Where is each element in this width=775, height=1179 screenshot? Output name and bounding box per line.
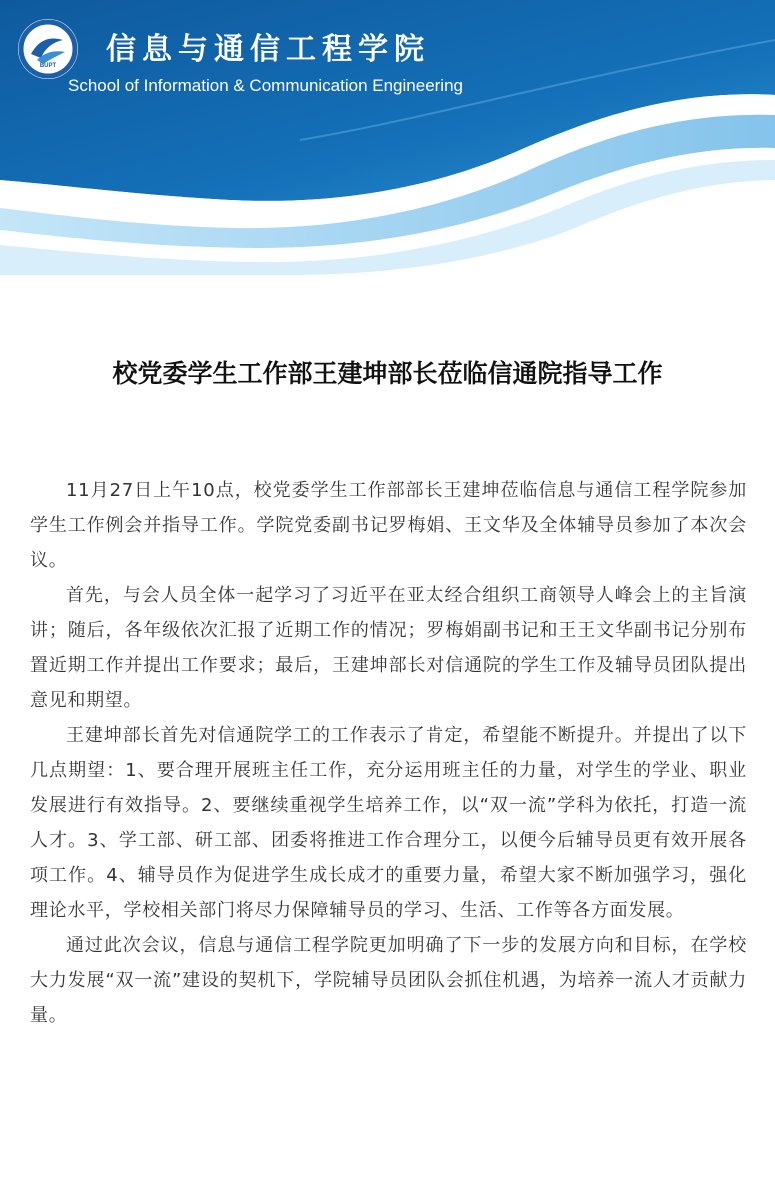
article-paragraph: 通过此次会议，信息与通信工程学院更加明确了下一步的发展方向和目标，在学校大力发展“双一流”建设的契机下，学院辅导员团队会抓住机遇，为培养一流人才贡献力量。 xyxy=(30,935,747,1026)
header-banner xyxy=(0,0,775,275)
article-paragraph: 首先，与会人员全体一起学习了习近平在亚太经合组织工商领导人峰会上的主旨演讲；随后，各年级依次汇报了近期工作的情况；罗梅娟副书记和王王文华副书记分别布置近期工作并提出工作要求；最后，王建坤部长对信通院的学生工作及辅导员团队提出意见和期望。 xyxy=(30,585,747,711)
article-title: 校党委学生工作部王建坤部长莅临信通院指导工作 xyxy=(112,359,663,388)
svg-text:BUPT: BUPT xyxy=(39,63,57,69)
school-name-english: School of Information & Communication Engineering xyxy=(68,76,463,95)
article-paragraph: 王建坤部长首先对信通院学工的工作表示了肯定，希望能不断提升。并提出了以下几点期望：1、要合理开展班主任工作，充分运用班主任的力量，对学生的学业、职业发展进行有效指导。2、要继续重视学生培养工作，以“双一流”学科为依托，打造一流人才。3、学工部、研工部、团委将推进工作合理分工，以便今后辅导员更有效开展各项工作。4、辅导员作为促进学生成长成才的重要力量，希望大家不断加强学习，强化理论水平，学校相关部门将尽力保障辅导员的学习、生活、工作等各方面发展。 xyxy=(30,725,747,921)
article-paragraph: 11月27日上午10点，校党委学生工作部部长王建坤莅临信息与通信工程学院参加学生工作例会并指导工作。学院党委副书记罗梅娟、王文华及全体辅导员参加了本次会议。 xyxy=(30,480,747,571)
article-body xyxy=(30,473,747,1033)
school-name-chinese: 信息与通信工程学院 xyxy=(106,32,430,67)
school-logo xyxy=(17,18,79,80)
